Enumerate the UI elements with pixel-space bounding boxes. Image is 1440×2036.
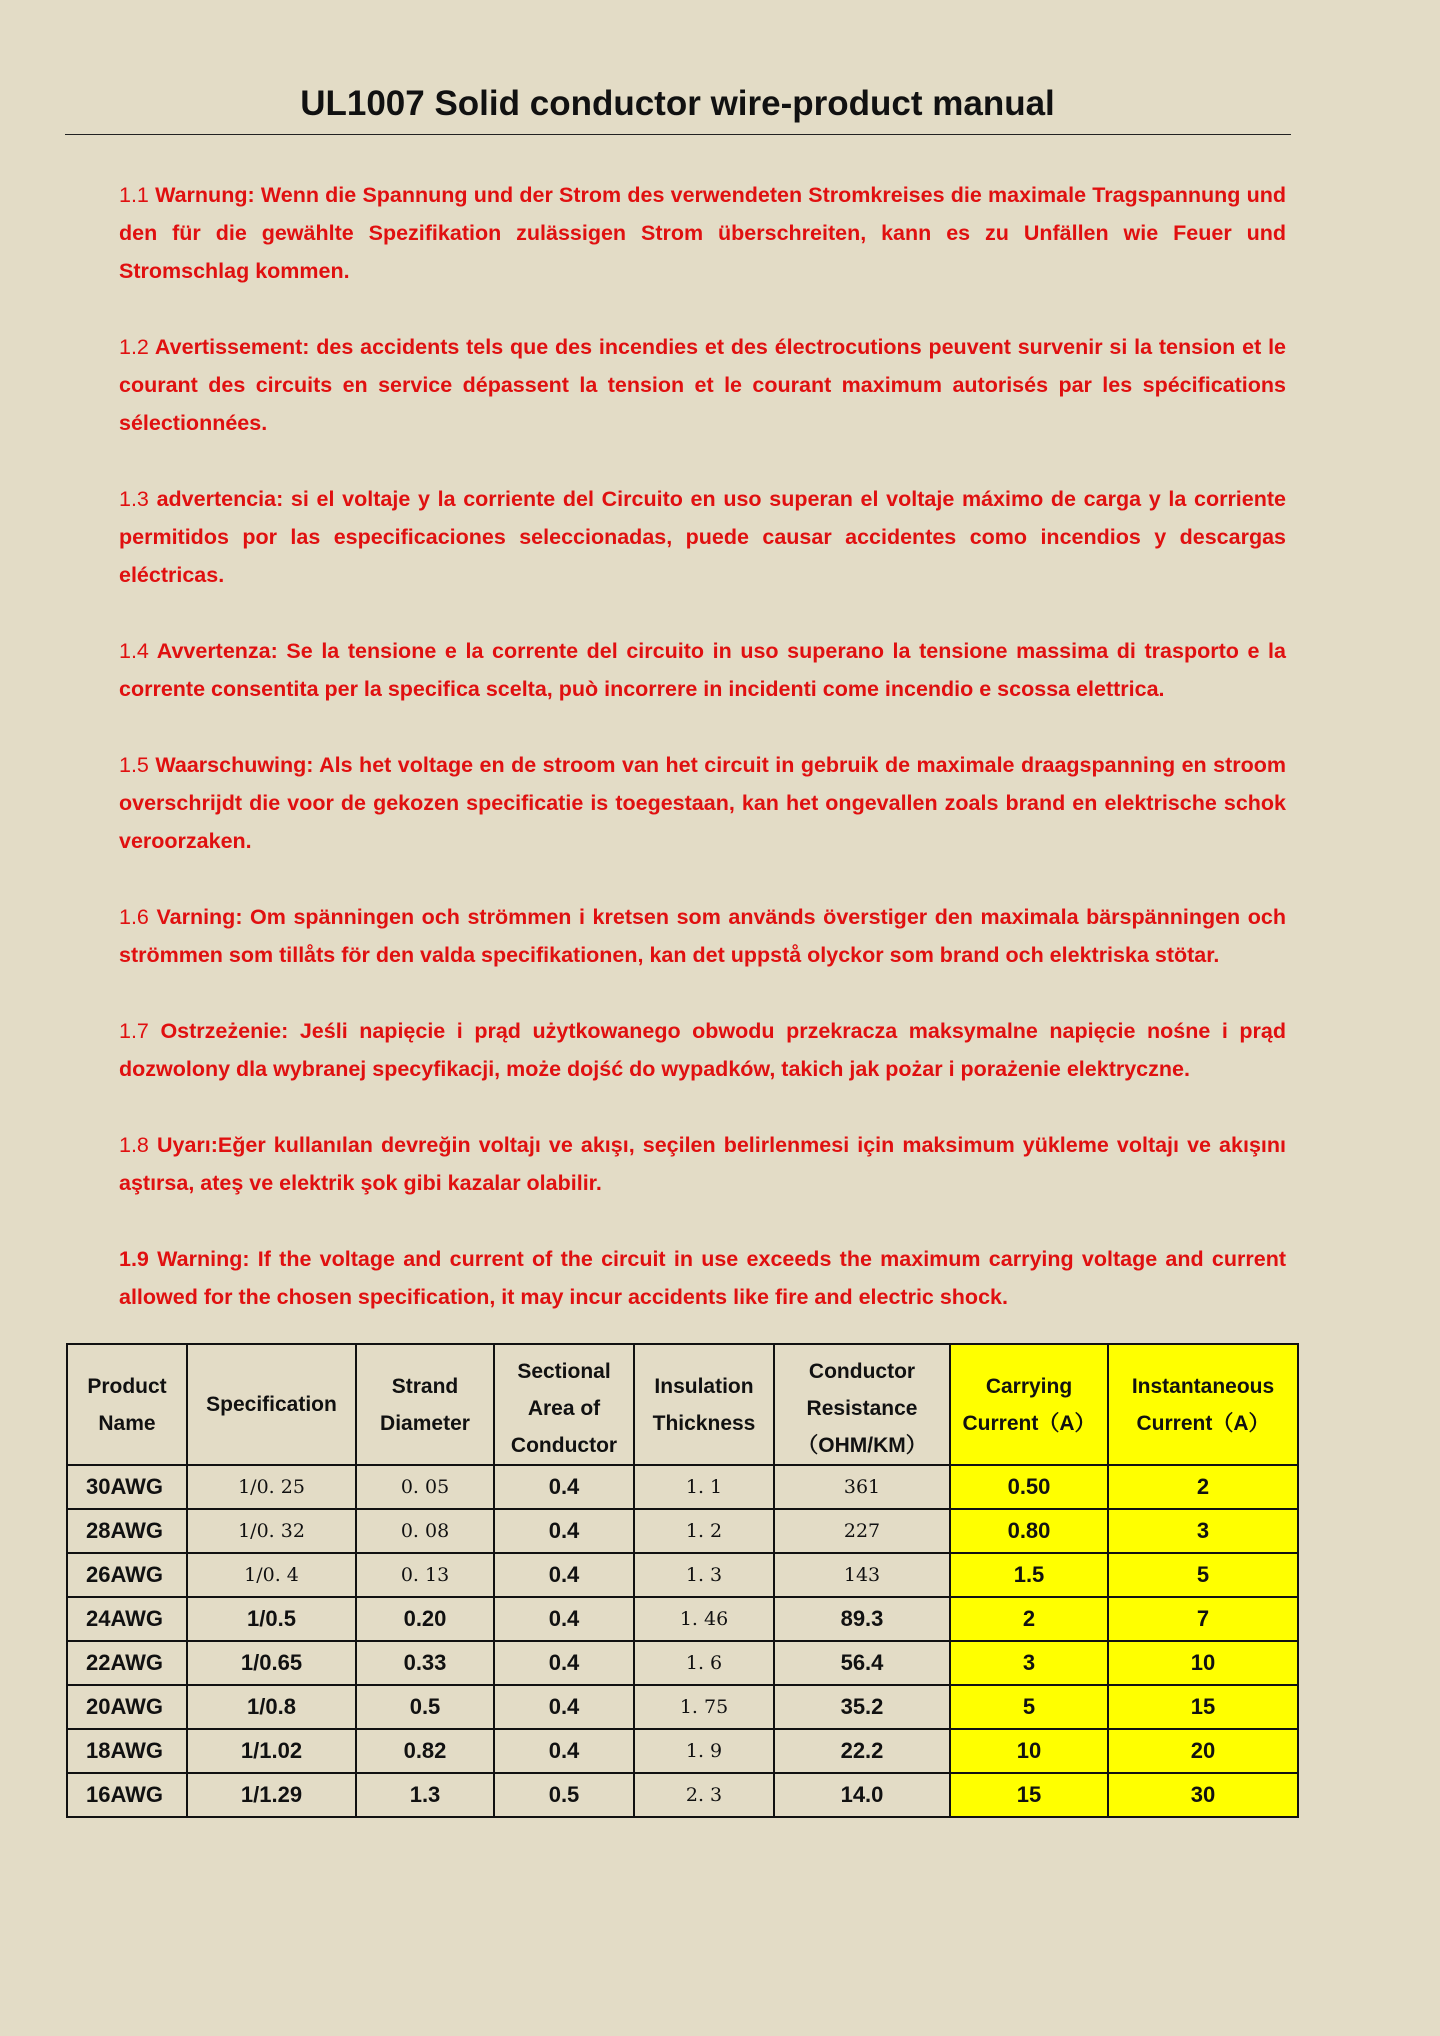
warning-pl: [119, 1012, 1286, 1088]
cell-specification: 1/0.5: [187, 1597, 356, 1641]
cell-product-name: 20AWG: [67, 1685, 187, 1729]
cell-conductor-resistance: 14.0: [774, 1773, 950, 1817]
cell-insulation-thickness: 1. 3: [634, 1553, 774, 1597]
cell-strand-diameter: 0. 08: [356, 1509, 494, 1553]
cell-specification: 1/0. 4: [187, 1553, 356, 1597]
warning-de: [119, 176, 1286, 290]
cell-conductor-resistance: 22.2: [774, 1729, 950, 1773]
header-sectional-area: Sectional Area of Conductor: [494, 1344, 634, 1465]
table-row: [67, 1729, 1298, 1773]
header-strand-diameter: Strand Diameter: [356, 1344, 494, 1465]
cell-instantaneous-current: 20: [1108, 1729, 1298, 1773]
cell-conductor-resistance: 56.4: [774, 1641, 950, 1685]
cell-strand-diameter: 0.82: [356, 1729, 494, 1773]
cell-product-name: 26AWG: [67, 1553, 187, 1597]
warning-text: advertencia: si el voltaje y la corriente del Circuito en uso superan el voltaje máximo de carga y la corriente permitidos por las especificaciones seleccionadas, puede causar accidentes como incendios y descargas eléctricas.: [119, 487, 1286, 587]
cell-strand-diameter: 0.20: [356, 1597, 494, 1641]
cell-strand-diameter: 0. 05: [356, 1465, 494, 1509]
warning-it: [119, 632, 1286, 708]
warning-nl: [119, 746, 1286, 860]
cell-instantaneous-current: 3: [1108, 1509, 1298, 1553]
cell-instantaneous-current: 15: [1108, 1685, 1298, 1729]
cell-sectional-area: 0.4: [494, 1465, 634, 1509]
cell-strand-diameter: 0.5: [356, 1685, 494, 1729]
warnings-section: [119, 176, 1286, 1354]
header-instantaneous-current: Instantaneous Current（A）: [1108, 1344, 1298, 1465]
cell-product-name: 28AWG: [67, 1509, 187, 1553]
cell-insulation-thickness: 1. 46: [634, 1597, 774, 1641]
cell-product-name: 18AWG: [67, 1729, 187, 1773]
warning-text: Waarschuwing: Als het voltage en de stroom van het circuit in gebruik de maximale draagspanning en stroom overschrijdt die voor de gekozen specificatie is toegestaan, kan het ongevallen zoals brand en elektrische schok veroorzaken.: [119, 753, 1286, 853]
warning-number: 1.7: [119, 1019, 149, 1043]
table-row: [67, 1597, 1298, 1641]
cell-instantaneous-current: 30: [1108, 1773, 1298, 1817]
cell-instantaneous-current: 2: [1108, 1465, 1298, 1509]
cell-insulation-thickness: 1. 75: [634, 1685, 774, 1729]
warning-number: 1.1: [119, 183, 149, 207]
cell-conductor-resistance: 361: [774, 1465, 950, 1509]
cell-product-name: 16AWG: [67, 1773, 187, 1817]
warning-number: 1.5: [119, 753, 149, 777]
header-specification: Specification: [187, 1344, 356, 1465]
cell-carrying-current: 1.5: [950, 1553, 1108, 1597]
cell-conductor-resistance: 143: [774, 1553, 950, 1597]
cell-conductor-resistance: 227: [774, 1509, 950, 1553]
cell-specification: 1/0. 25: [187, 1465, 356, 1509]
warning-text: Warnung: Wenn die Spannung und der Strom des verwendeten Stromkreises die maximale Tragspannung und den für die gewählte Spezifikation zulässigen Strom überschreiten, kann es zu Unfällen wie Feuer und Stromschlag kommen.: [119, 183, 1286, 283]
cell-carrying-current: 10: [950, 1729, 1108, 1773]
warning-text: Ostrzeżenie: Jeśli napięcie i prąd użytkowanego obwodu przekracza maksymalne napięcie nośne i prąd dozwolony dla wybranej specyfikacji, może dojść do wypadków, takich jak pożar i porażenie elektryczne.: [119, 1019, 1286, 1081]
header-product-name: Product Name: [67, 1344, 187, 1465]
table-body: [67, 1465, 1298, 1817]
cell-carrying-current: 2: [950, 1597, 1108, 1641]
cell-insulation-thickness: 1. 2: [634, 1509, 774, 1553]
warning-text: Avertissement: des accidents tels que des incendies et des électrocutions peuvent survenir si la tension et le courant des circuits en service dépassent la tension et le courant maximum autorisés par les spécifications sélectionnées.: [119, 335, 1286, 435]
cell-sectional-area: 0.4: [494, 1729, 634, 1773]
header-conductor-resistance: Conductor Resistance （OHM/KM）: [774, 1344, 950, 1465]
cell-product-name: 30AWG: [67, 1465, 187, 1509]
cell-specification: 1/1.02: [187, 1729, 356, 1773]
cell-conductor-resistance: 89.3: [774, 1597, 950, 1641]
cell-sectional-area: 0.5: [494, 1773, 634, 1817]
header-insulation-thickness: Insulation Thickness: [634, 1344, 774, 1465]
cell-instantaneous-current: 7: [1108, 1597, 1298, 1641]
warning-number: 1.3: [119, 487, 149, 511]
cell-strand-diameter: 1.3: [356, 1773, 494, 1817]
warning-text: Warning: If the voltage and current of the circuit in use exceeds the maximum carrying voltage and current allowed for the chosen specification, it may incur accidents like fire and electric shock.: [119, 1247, 1286, 1309]
cell-insulation-thickness: 1. 6: [634, 1641, 774, 1685]
table-row: [67, 1685, 1298, 1729]
page-title: UL1007 Solid conductor wire-product manual: [300, 84, 1055, 123]
cell-product-name: 22AWG: [67, 1641, 187, 1685]
cell-instantaneous-current: 10: [1108, 1641, 1298, 1685]
warning-tr: [119, 1126, 1286, 1202]
warning-number: 1.9: [119, 1247, 149, 1271]
table-row: [67, 1465, 1298, 1509]
warning-fr: [119, 328, 1286, 442]
cell-insulation-thickness: 1. 9: [634, 1729, 774, 1773]
table-row: [67, 1509, 1298, 1553]
cell-specification: 1/0.8: [187, 1685, 356, 1729]
table-row: [67, 1641, 1298, 1685]
warning-number: 1.8: [119, 1133, 149, 1157]
cell-carrying-current: 15: [950, 1773, 1108, 1817]
cell-sectional-area: 0.4: [494, 1641, 634, 1685]
cell-specification: 1/1.29: [187, 1773, 356, 1817]
cell-insulation-thickness: 1. 1: [634, 1465, 774, 1509]
warning-text: Avvertenza: Se la tensione e la corrente del circuito in uso superano la tensione massima di trasporto e la corrente consentita per la specifica scelta, può incorrere in incidenti come incendio e scossa elettrica.: [119, 639, 1286, 701]
warning-number: 1.2: [119, 335, 149, 359]
warning-es: [119, 480, 1286, 594]
cell-sectional-area: 0.4: [494, 1509, 634, 1553]
cell-carrying-current: 3: [950, 1641, 1108, 1685]
cell-specification: 1/0. 32: [187, 1509, 356, 1553]
cell-carrying-current: 0.50: [950, 1465, 1108, 1509]
cell-insulation-thickness: 2. 3: [634, 1773, 774, 1817]
warning-sv: [119, 898, 1286, 974]
cell-sectional-area: 0.4: [494, 1553, 634, 1597]
warning-number: 1.4: [119, 639, 149, 663]
warning-text: Uyarı:Eğer kullanılan devreğin voltajı ve akışı, seçilen belirlenmesi için maksimum yükleme voltajı ve akışını aştırsa, ateş ve elektrik şok gibi kazalar olabilir.: [119, 1133, 1286, 1195]
cell-product-name: 24AWG: [67, 1597, 187, 1641]
cell-instantaneous-current: 5: [1108, 1553, 1298, 1597]
warning-text: Varning: Om spänningen och strömmen i kretsen som används överstiger den maximala bärspänningen och strömmen som tillåts för den valda specifikationen, kan det uppstå olyckor som brand och elektriska stötar.: [119, 905, 1286, 967]
warning-number: 1.6: [119, 905, 149, 929]
header-carrying-current: Carrying Current（A）: [950, 1344, 1108, 1465]
table-row: [67, 1773, 1298, 1817]
cell-specification: 1/0.65: [187, 1641, 356, 1685]
cell-sectional-area: 0.4: [494, 1685, 634, 1729]
cell-conductor-resistance: 35.2: [774, 1685, 950, 1729]
warning-en: [119, 1240, 1286, 1316]
cell-sectional-area: 0.4: [494, 1597, 634, 1641]
cell-carrying-current: 0.80: [950, 1509, 1108, 1553]
spec-table: [66, 1343, 1299, 1818]
cell-carrying-current: 5: [950, 1685, 1108, 1729]
title-divider: [65, 134, 1291, 135]
cell-strand-diameter: 0. 13: [356, 1553, 494, 1597]
table-row: [67, 1553, 1298, 1597]
cell-strand-diameter: 0.33: [356, 1641, 494, 1685]
table-header-row: [67, 1344, 1298, 1465]
